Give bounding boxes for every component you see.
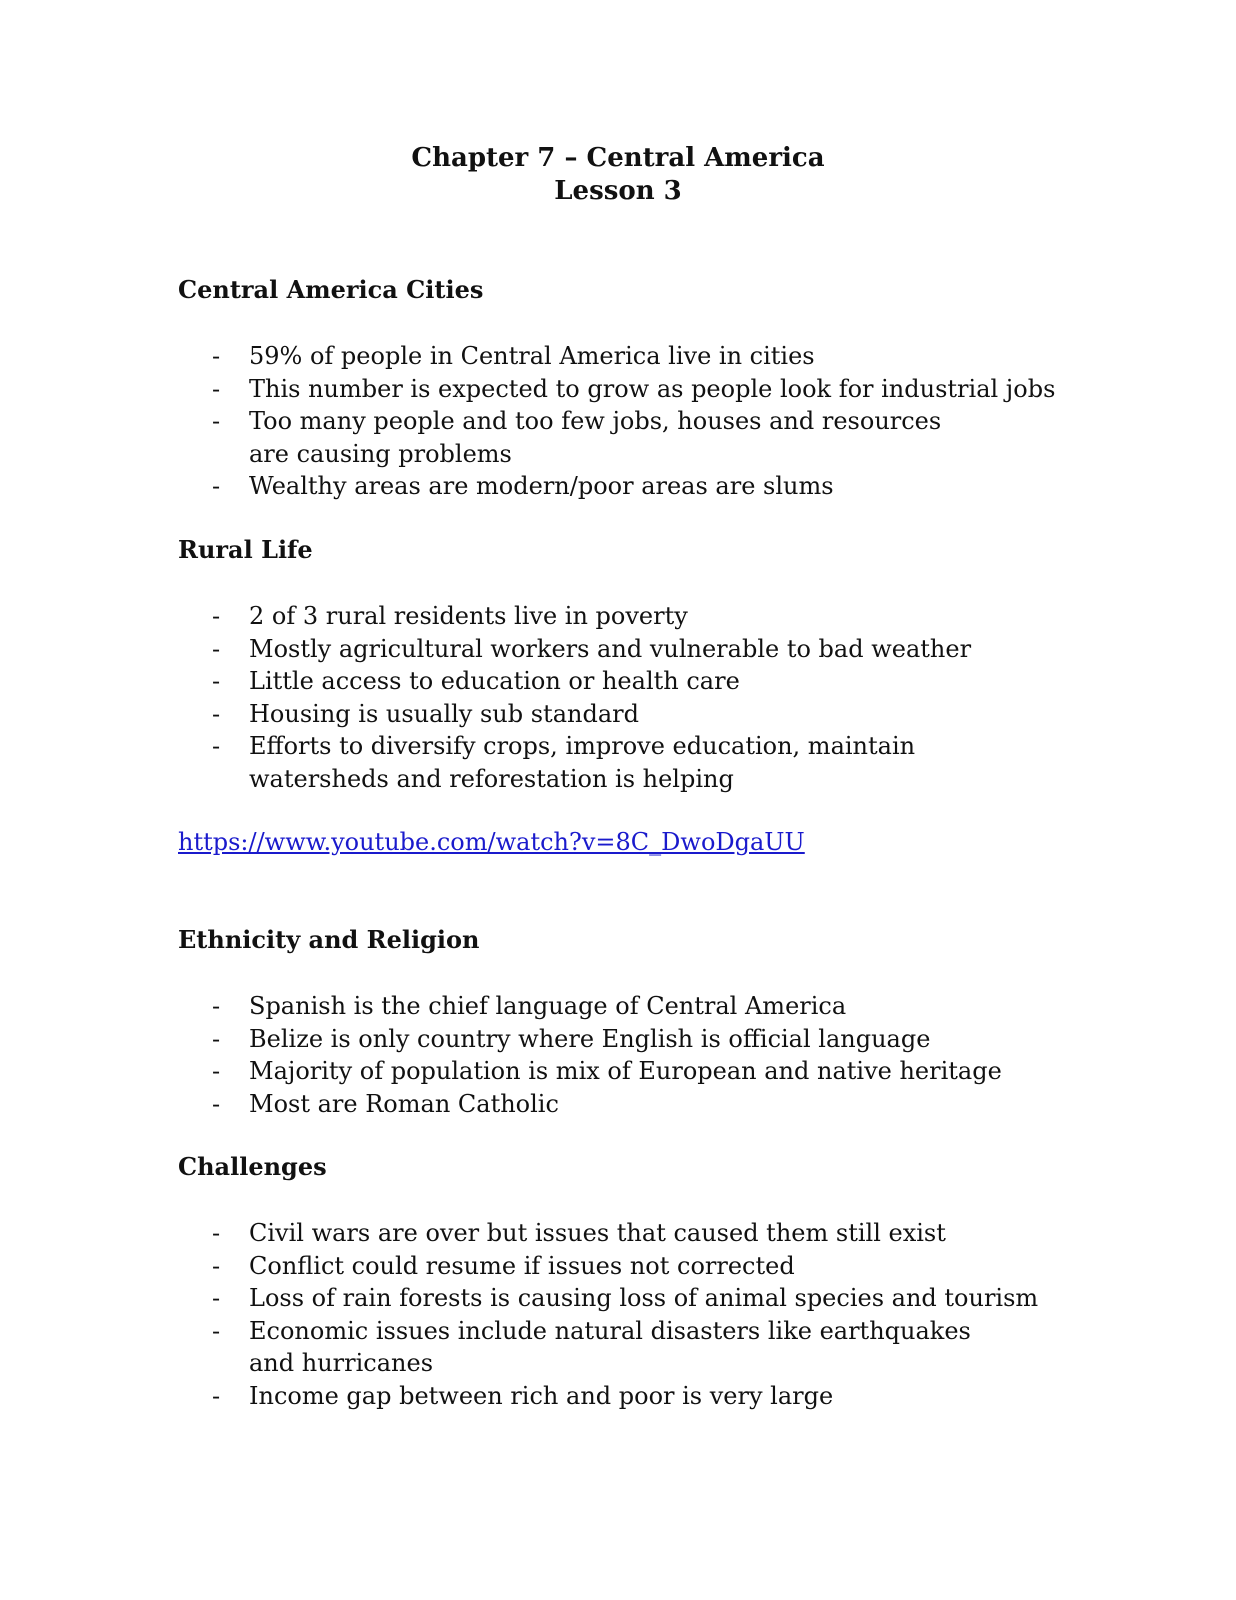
list-item: - Little access to education or health care — [178, 665, 1078, 698]
dash-bullet: - — [212, 732, 221, 760]
list-item: - Conflict could resume if issues not corrected — [178, 1250, 1078, 1283]
section-central-america-cities — [178, 274, 1078, 503]
section-rural-life — [178, 534, 1078, 795]
dash-bullet: - — [212, 472, 221, 500]
list-item: - Wealthy areas are modern/poor areas are slums — [178, 470, 1078, 503]
dash-bullet: - — [212, 634, 221, 663]
page-title — [0, 142, 1236, 208]
list-item: - Most are Roman Catholic — [178, 1088, 1078, 1121]
list-item: - Too many people and too few jobs, houses and resources are causing problems — [212, 407, 942, 468]
lesson-title: Lesson 3 — [554, 176, 682, 206]
bullet-list — [178, 990, 1078, 1120]
dash-bullet: - — [212, 1316, 221, 1345]
list-item: - Efforts to diversify crops, improve education, maintain watersheds and reforestation is helping — [212, 732, 916, 793]
section-challenges — [178, 1151, 1078, 1412]
dash-bullet: - — [212, 1284, 221, 1312]
dash-bullet: - — [212, 374, 221, 403]
dash-bullet: - — [212, 992, 221, 1020]
list-item: - 59% of people in Central America live in cities — [178, 340, 1078, 373]
video-link[interactable]: https://www.youtube.com/watch?v=8C_DwoDgaUU — [178, 828, 805, 856]
section-heading: Rural Life — [178, 535, 313, 564]
dash-bullet: - — [212, 1219, 221, 1247]
dash-bullet: - — [212, 602, 221, 630]
list-item: - Economic issues include natural disasters like earthquakes and hurricanes — [212, 1316, 971, 1377]
list-item: - Housing is usually sub standard — [178, 698, 1078, 731]
list-item: - Mostly agricultural workers and vulnerable to bad weather — [178, 633, 1078, 666]
section-heading: Challenges — [178, 1152, 327, 1181]
section-heading: Ethnicity and Religion — [178, 925, 480, 954]
bullet-list — [178, 340, 1078, 503]
bullet-list — [178, 600, 1078, 795]
list-item: - Loss of rain forests is causing loss of animal species and tourism — [178, 1282, 1078, 1315]
section-heading: Central America Cities — [178, 275, 484, 304]
list-item: - Income gap between rich and poor is very large — [178, 1380, 1078, 1413]
chapter-title: Chapter 7 – Central America — [411, 143, 825, 173]
list-item: - This number is expected to grow as people look for industrial jobs — [178, 373, 1078, 406]
section-ethnicity-and-religion — [178, 924, 1078, 1120]
dash-bullet: - — [212, 1251, 221, 1280]
dash-bullet: - — [212, 1381, 221, 1410]
list-item: - Civil wars are over but issues that caused them still exist — [178, 1217, 1078, 1250]
dash-bullet: - — [212, 1024, 221, 1053]
dash-bullet: - — [212, 699, 221, 728]
dash-bullet: - — [212, 1057, 221, 1085]
list-item: - Spanish is the chief language of Central America — [178, 990, 1078, 1023]
dash-bullet: - — [212, 1089, 221, 1118]
dash-bullet: - — [212, 407, 221, 435]
list-item: - Belize is only country where English is official language — [178, 1023, 1078, 1056]
dash-bullet: - — [212, 342, 221, 370]
list-item: - 2 of 3 rural residents live in poverty — [178, 600, 1078, 633]
dash-bullet: - — [212, 667, 221, 695]
list-item: - Majority of population is mix of European and native heritage — [178, 1055, 1078, 1088]
bullet-list — [178, 1217, 1078, 1412]
